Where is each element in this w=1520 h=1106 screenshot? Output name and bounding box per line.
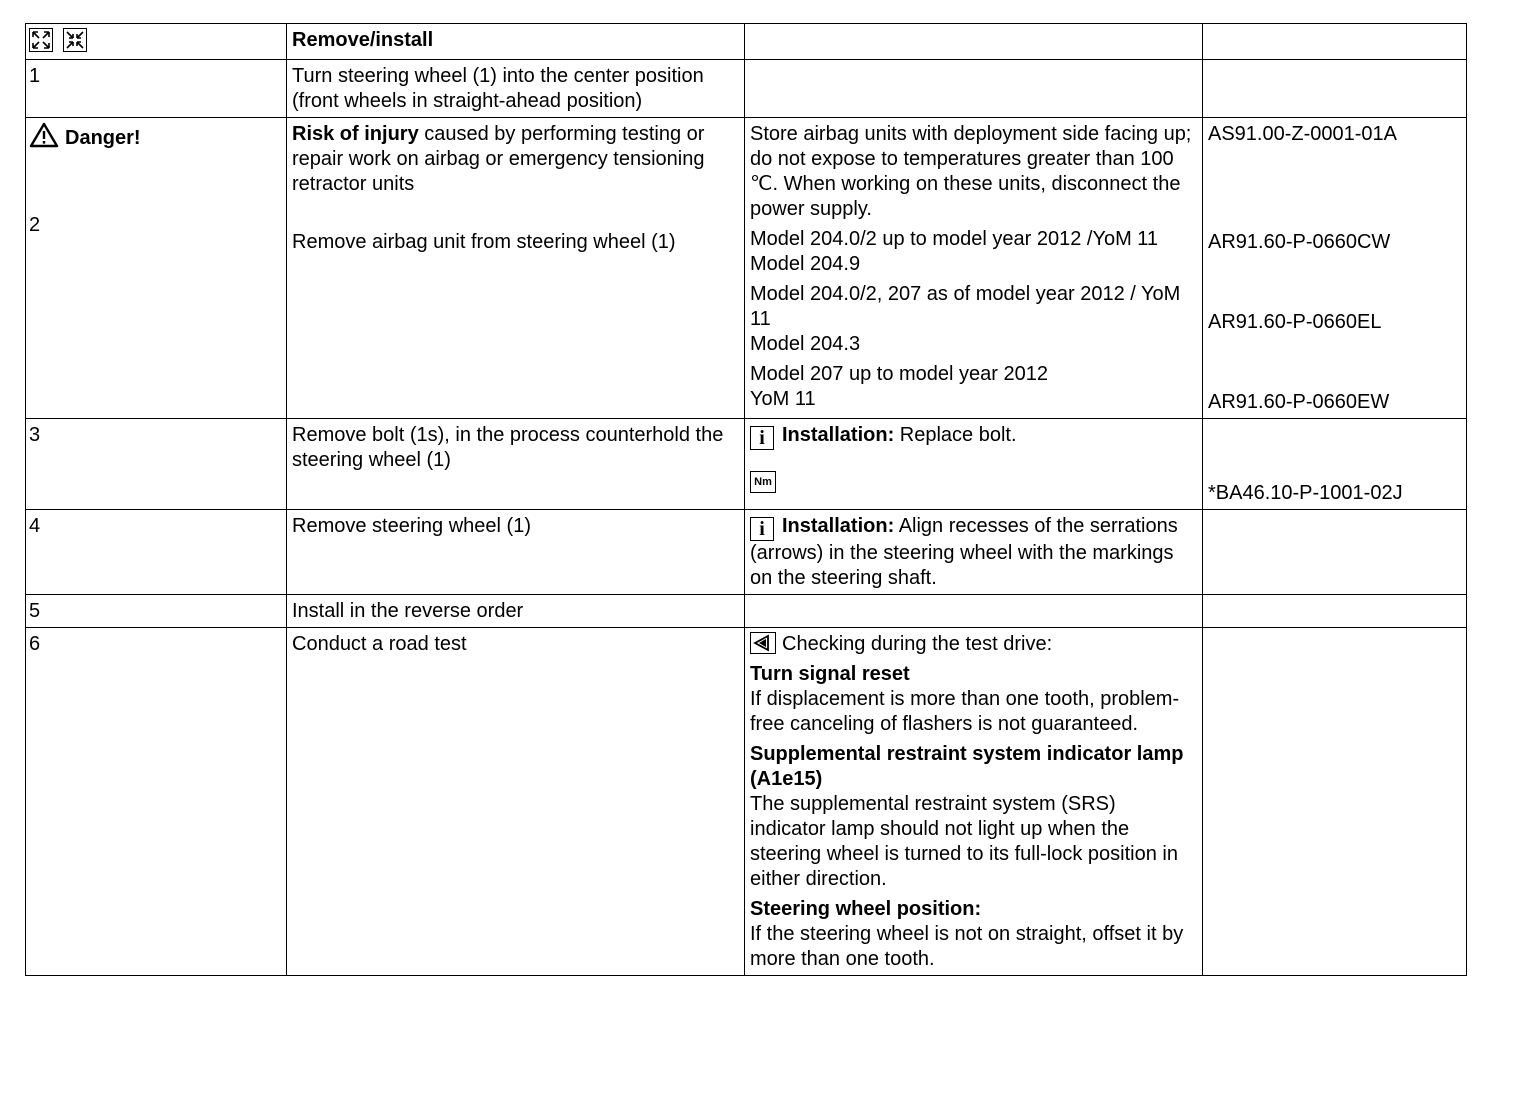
expand-arrows-icon[interactable] <box>29 28 53 52</box>
step-ref-empty <box>1203 510 1467 595</box>
check-title: Supplemental restraint system indicator lamp (A1e15) <box>750 743 1184 790</box>
danger-label: Danger! <box>65 127 141 149</box>
step-row-4 <box>26 510 1467 595</box>
check-text: The supplemental restraint system (SRS) indicator lamp should not light up when the steering wheel is turned to its full-lock position in either direction. <box>750 793 1178 890</box>
model-block-3 <box>750 362 1196 412</box>
header-title: Remove/install <box>287 24 745 60</box>
step-ref-empty <box>1203 595 1467 628</box>
model-line: Model 207 up to model year 2012 <box>750 363 1048 385</box>
check-intro: Checking during the test drive: <box>782 633 1053 655</box>
model-line: Model 204.0/2 up to model year 2012 /YoM 11 <box>750 228 1159 250</box>
danger-ref-cell <box>1203 118 1467 419</box>
model-ref-3[interactable]: AR91.60-P-0660EW <box>1208 391 1390 413</box>
step-note-cell <box>745 628 1203 976</box>
step-row-5 <box>26 595 1467 628</box>
install-label: Installation: <box>782 515 895 537</box>
model-line: Model 204.3 <box>750 333 861 355</box>
model-line: Model 204.0/2, 207 as of model year 2012 / YoM 11 <box>750 283 1181 330</box>
model-line: YoM 11 <box>750 388 816 410</box>
step-note-empty <box>745 60 1203 118</box>
danger-cell <box>26 118 287 419</box>
check-block-3 <box>750 897 1196 972</box>
step-number: 1 <box>26 60 287 118</box>
step-action: Conduct a road test <box>287 628 745 976</box>
check-title: Steering wheel position: <box>750 898 982 920</box>
danger-note-cell <box>745 118 1203 419</box>
check-block-1 <box>750 662 1196 737</box>
collapse-arrows-icon[interactable] <box>63 28 87 52</box>
step-number: 6 <box>26 628 287 976</box>
test-drive-icon <box>750 632 776 654</box>
step-note-cell <box>745 510 1203 595</box>
step-row-6 <box>26 628 1467 976</box>
step-row-3 <box>26 419 1467 510</box>
install-label: Installation: <box>782 424 895 446</box>
header-icons-cell <box>26 24 287 60</box>
model-ref-2[interactable]: AR91.60-P-0660EL <box>1208 311 1382 333</box>
step-note-cell <box>745 419 1203 510</box>
step-action: Remove airbag unit from steering wheel (1) <box>292 231 676 253</box>
danger-note: Store airbag units with deployment side facing up; do not expose to temperatures greater than 100 ℃. When working on these units, disconnect the power supply. <box>750 123 1192 220</box>
model-line: Model 204.9 <box>750 253 861 275</box>
step-ref-empty <box>1203 60 1467 118</box>
step-ref-empty <box>1203 628 1467 976</box>
install-text: Align recesses of the serrations (arrows) in the steering wheel with the markings on the steering shaft. <box>750 515 1178 589</box>
check-text: If displacement is more than one tooth, problem-free canceling of flashers is not guaranteed. <box>750 688 1180 735</box>
step-action: Turn steering wheel (1) into the center position (front wheels in straight-ahead position) <box>287 60 745 118</box>
step-number: 4 <box>26 510 287 595</box>
check-title: Turn signal reset <box>750 663 910 685</box>
torque-ref[interactable]: *BA46.10-P-1001-02J <box>1208 482 1403 504</box>
step-row-danger-2 <box>26 118 1467 419</box>
step-note-empty <box>745 595 1203 628</box>
step-ref-cell <box>1203 419 1467 510</box>
procedure-table <box>25 23 1467 976</box>
danger-risk-rest: caused by performing testing or repair work on airbag or emergency tensioning retractor units <box>292 123 705 195</box>
danger-risk-bold: Risk of injury <box>292 123 419 145</box>
step-action: Remove steering wheel (1) <box>287 510 745 595</box>
warning-triangle-icon <box>29 122 59 155</box>
step-row-1 <box>26 60 1467 118</box>
danger-action-cell <box>287 118 745 419</box>
model-block-1 <box>750 227 1196 277</box>
header-row <box>26 24 1467 60</box>
step-number: 5 <box>26 595 287 628</box>
danger-risk-text <box>292 122 738 197</box>
install-text: Replace bolt. <box>894 424 1017 446</box>
step-action: Install in the reverse order <box>287 595 745 628</box>
header-empty-3 <box>745 24 1203 60</box>
header-empty-4 <box>1203 24 1467 60</box>
model-ref-1[interactable]: AR91.60-P-0660CW <box>1208 231 1391 253</box>
check-text: If the steering wheel is not on straight, offset it by more than one tooth. <box>750 923 1184 970</box>
info-icon: i <box>750 426 774 450</box>
step-number: 3 <box>26 419 287 510</box>
danger-ref[interactable]: AS91.00-Z-0001-01A <box>1208 123 1398 145</box>
step-action: Remove bolt (1s), in the process counterhold the steering wheel (1) <box>287 419 745 510</box>
model-block-2 <box>750 282 1196 357</box>
step-number: 2 <box>29 214 41 236</box>
info-icon: i <box>750 517 774 541</box>
torque-nm-icon: Nm <box>750 471 776 493</box>
check-block-2 <box>750 742 1196 892</box>
